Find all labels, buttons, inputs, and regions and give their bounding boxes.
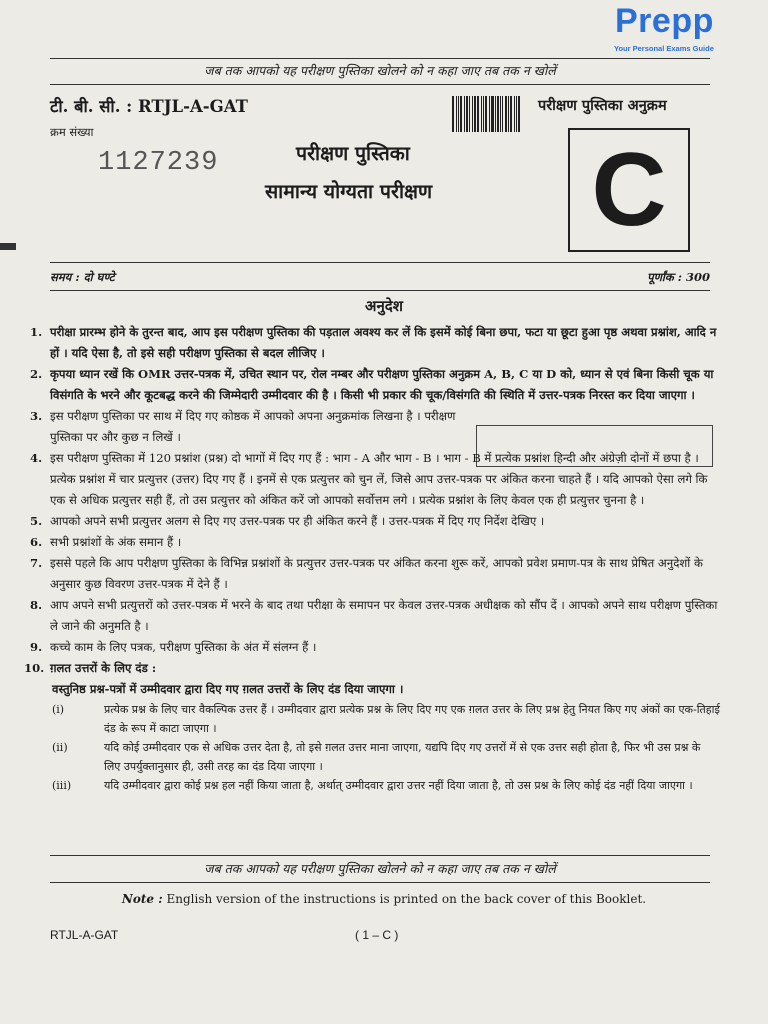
barcode [452,96,522,132]
booklet-title: परीक्षण पुस्तिका [296,142,410,165]
instruction-number: 5. [30,514,43,528]
note-text: English version of the instructions is printed on the back cover of this Booklet. [166,892,647,906]
booklet-subtitle: सामान्य योग्यता परीक्षण [265,180,433,203]
penalty-number: (iii) [52,779,72,792]
barcode-bar [495,96,496,132]
barcode-bar [456,96,457,132]
english-note [0,892,768,906]
penalty-text: प्रत्येक प्रश्न के लिए चार वैकल्पिक उत्तर हैं । उम्मीदवार द्वारा प्रत्येक प्रश्न के लिए दिए गए एक ग़लत उत्तर के लिए प्रश्न हेतु नियत किए गए अंकों का एक-तिहाई दंड के रूप में काटा जाएगा । [104,703,720,735]
instruction-number: 1. [30,325,43,339]
max-marks: पूर्णांक : 300 [647,270,710,284]
barcode-bar [497,96,499,132]
footer-page-number: ( 1 – C ) [355,928,399,942]
barcode-bar [485,96,487,132]
barcode-bar [505,96,507,132]
time-rule [50,290,710,291]
instruction-text: कृपया ध्यान रखें कि OMR उत्तर-पत्रक में, उचित स्थान पर, रोल नम्बर और परीक्षण पुस्तिका अनुक्रम A, B, C या D को, ध्यान से एवं बिना किसी चूक या विसंगति के भरने और कूटबद्ध करने की जिम्मेदारी उम्मीदवार की है । किसी भी प्रकार की चूक/विसंगति की स्थिति में उत्तर-पत्रक निरस्त कर दिया जाएगा । [50,367,714,402]
penalty-text: यदि कोई उम्मीदवार एक से अधिक उत्तर देता है, तो इसे ग़लत उत्तर माना जाएगा, यद्यपि दिए गए उत्तरों में से एक उत्तर सही होता है, फिर भी उस प्रश्न के लिए उपर्युक्तानुसार ही, उसी तरह का दंड दिया जाएगा । [104,741,701,773]
instruction-number: 3. [30,409,43,423]
barcode-bar [489,96,490,132]
barcode-bar [518,96,520,132]
instruction-number: 9. [30,640,43,654]
barcode-bar [500,96,501,132]
instruction-item [30,511,720,532]
series-letter: C [591,131,667,248]
instruction-item [30,364,720,406]
barcode-bar [466,96,468,132]
barcode-bar [452,96,454,132]
instruction-text: इस परीक्षण पुस्तिका पर साथ में दिए गए कोष्ठक में आपको अपना अनुक्रमांक लिखना है । परीक्षण पुस्तिका पर और कुछ न लिखें । [50,409,456,444]
footer-code: RTJL-A-GAT [50,928,119,942]
penalty-item [52,776,720,795]
barcode-bar [483,96,484,132]
header-bottom-rule [50,262,710,263]
instruction-item [30,406,720,448]
instruction-item [30,322,720,364]
series-letter-box [568,128,690,252]
serial-number: 1127239 [98,148,219,178]
instruction-item [30,595,720,637]
bottom-banner-top-rule [50,855,710,856]
instruction-text: सभी प्रश्नांशों के अंक समान हैं । [50,535,182,549]
top-rule [50,58,710,59]
instruction-text: परीक्षा प्रारम्भ होने के तुरन्त बाद, आप इस परीक्षण पुस्तिका की पड़ताल अवश्य कर लें कि इसमें कोई बिना छपा, फटा या छूटा हुआ पृष्ठ अथवा प्रश्नांश, आदि न हों । यदि ऐसा है, तो इसे सही परीक्षण पुस्तिका से बदल लीजिए । [50,325,717,360]
instruction-number: 8. [30,598,43,612]
series-label: परीक्षण पुस्तिका अनुक्रम [538,97,667,114]
instruction-number: 4. [30,451,43,465]
test-code: टी. बी. सी. : RTJL-A-GAT [50,97,248,116]
barcode-bar [516,96,517,132]
barcode-bar [508,96,509,132]
instruction-item [30,637,720,658]
instruction-item [24,658,720,679]
serial-label: क्रम संख्या [50,125,94,139]
instruction-text: इस परीक्षण पुस्तिका में 120 प्रश्नांश (प्रश्न) दो भागों में दिए गए हैं : भाग - A और भाग - B । भाग - B में प्रत्येक प्रश्नांश हिन्दी और अंग्रेज़ी दोनों में छपा है । प्रत्येक प्रश्नांश में चार प्रत्युत्तर (उत्तर) दिए गए हैं । इनमें से एक प्रत्युत्तर को चुन लें, जिसे आप उत्तर-पत्रक पर अंकित करना चाहते हैं । यदि आपको ऐसा लगे कि एक से अधिक प्रत्युत्तर सही हैं, तो उस प्रत्युत्तर को अंकित करें जो आपको सर्वोत्तम लगे । प्रत्येक प्रश्नांश के लिए केवल एक ही प्रत्युत्तर चुनना है । [50,451,708,507]
penalty-text: यदि उम्मीदवार द्वारा कोई प्रश्न हल नहीं किया जाता है, अर्थात् उम्मीदवार द्वारा उत्तर नहीं दिया जाता है, तो उस प्रश्न के लिए कोई दंड नहीं दिया जाएगा । [104,779,693,792]
instruction-item [30,553,720,595]
instruction-text: कच्चे काम के लिए पत्रक, परीक्षण पुस्तिका के अंत में संलग्न हैं । [50,640,317,654]
bottom-banner: जब तक आपको यह परीक्षण पुस्तिका खोलने को न कहा जाए तब तक न खोलें [204,861,556,876]
banner-rule [50,84,710,85]
edge-mark [0,243,16,250]
barcode-bar [510,96,513,132]
barcode-bar [477,96,480,132]
barcode-bar [502,96,503,132]
barcode-bar [472,96,473,132]
instructions-list [24,322,720,795]
barcode-bar [469,96,470,132]
time-allowed: समय : दो घण्टे [50,270,115,284]
instruction-number: 6. [30,535,43,549]
penalty-number: (i) [52,703,65,716]
instruction-item [30,532,720,553]
barcode-bar [474,96,476,132]
penalty-intro: वस्तुनिष्ठ प्रश्न-पत्रों में उम्मीदवार द्वारा दिए गए ग़लत उत्तरों के लिए दंड दिया जाएगा । [52,682,404,696]
barcode-bar [481,96,482,132]
penalty-item [52,700,720,738]
barcode-bar [460,96,463,132]
instructions-heading: अनुदेश [365,297,403,315]
prepp-logo: Prepp [615,2,714,40]
instruction-number: 7. [30,556,43,570]
top-banner: जब तक आपको यह परीक्षण पुस्तिका खोलने को न कहा जाए तब तक न खोलें [204,63,556,78]
penalty-item [52,738,720,776]
barcode-bar [458,96,459,132]
instruction-number: 10. [24,661,45,675]
instruction-text: ग़लत उत्तरों के लिए दंड : [50,661,157,675]
instruction-number: 2. [30,367,43,381]
barcode-bar [514,96,515,132]
barcode-bar [464,96,465,132]
instruction-item [30,448,720,511]
logo-tagline: Your Personal Exams Guide [614,44,714,53]
instruction-text: आपको अपने सभी प्रत्युत्तर अलग से दिए गए उत्तर-पत्रक पर ही अंकित करने हैं । उत्तर-पत्रक में दिए गए निर्देश देखिए । [50,514,545,528]
instruction-text: आप अपने सभी प्रत्युत्तरों को उत्तर-पत्रक में भरने के बाद तथा परीक्षा के समापन पर केवल उत्तर-पत्रक अधीक्षक को सौंप दें । आपको अपने साथ परीक्षण पुस्तिका ले जाने की अनुमति है । [50,598,718,633]
note-label: Note : [121,892,163,906]
penalty-number: (ii) [52,741,68,754]
barcode-bar [491,96,494,132]
instruction-text: इससे पहले कि आप परीक्षण पुस्तिका के विभिन्न प्रश्नांशों के प्रत्युत्तर उत्तर-पत्रक पर अंकित करना शुरू करें, आपको प्रवेश प्रमाण-पत्र के साथ प्रेषित अनुदेशों के अनुसार कुछ विवरण उत्तर-पत्रक में देने हैं । [50,556,703,591]
bottom-banner-rule [50,882,710,883]
